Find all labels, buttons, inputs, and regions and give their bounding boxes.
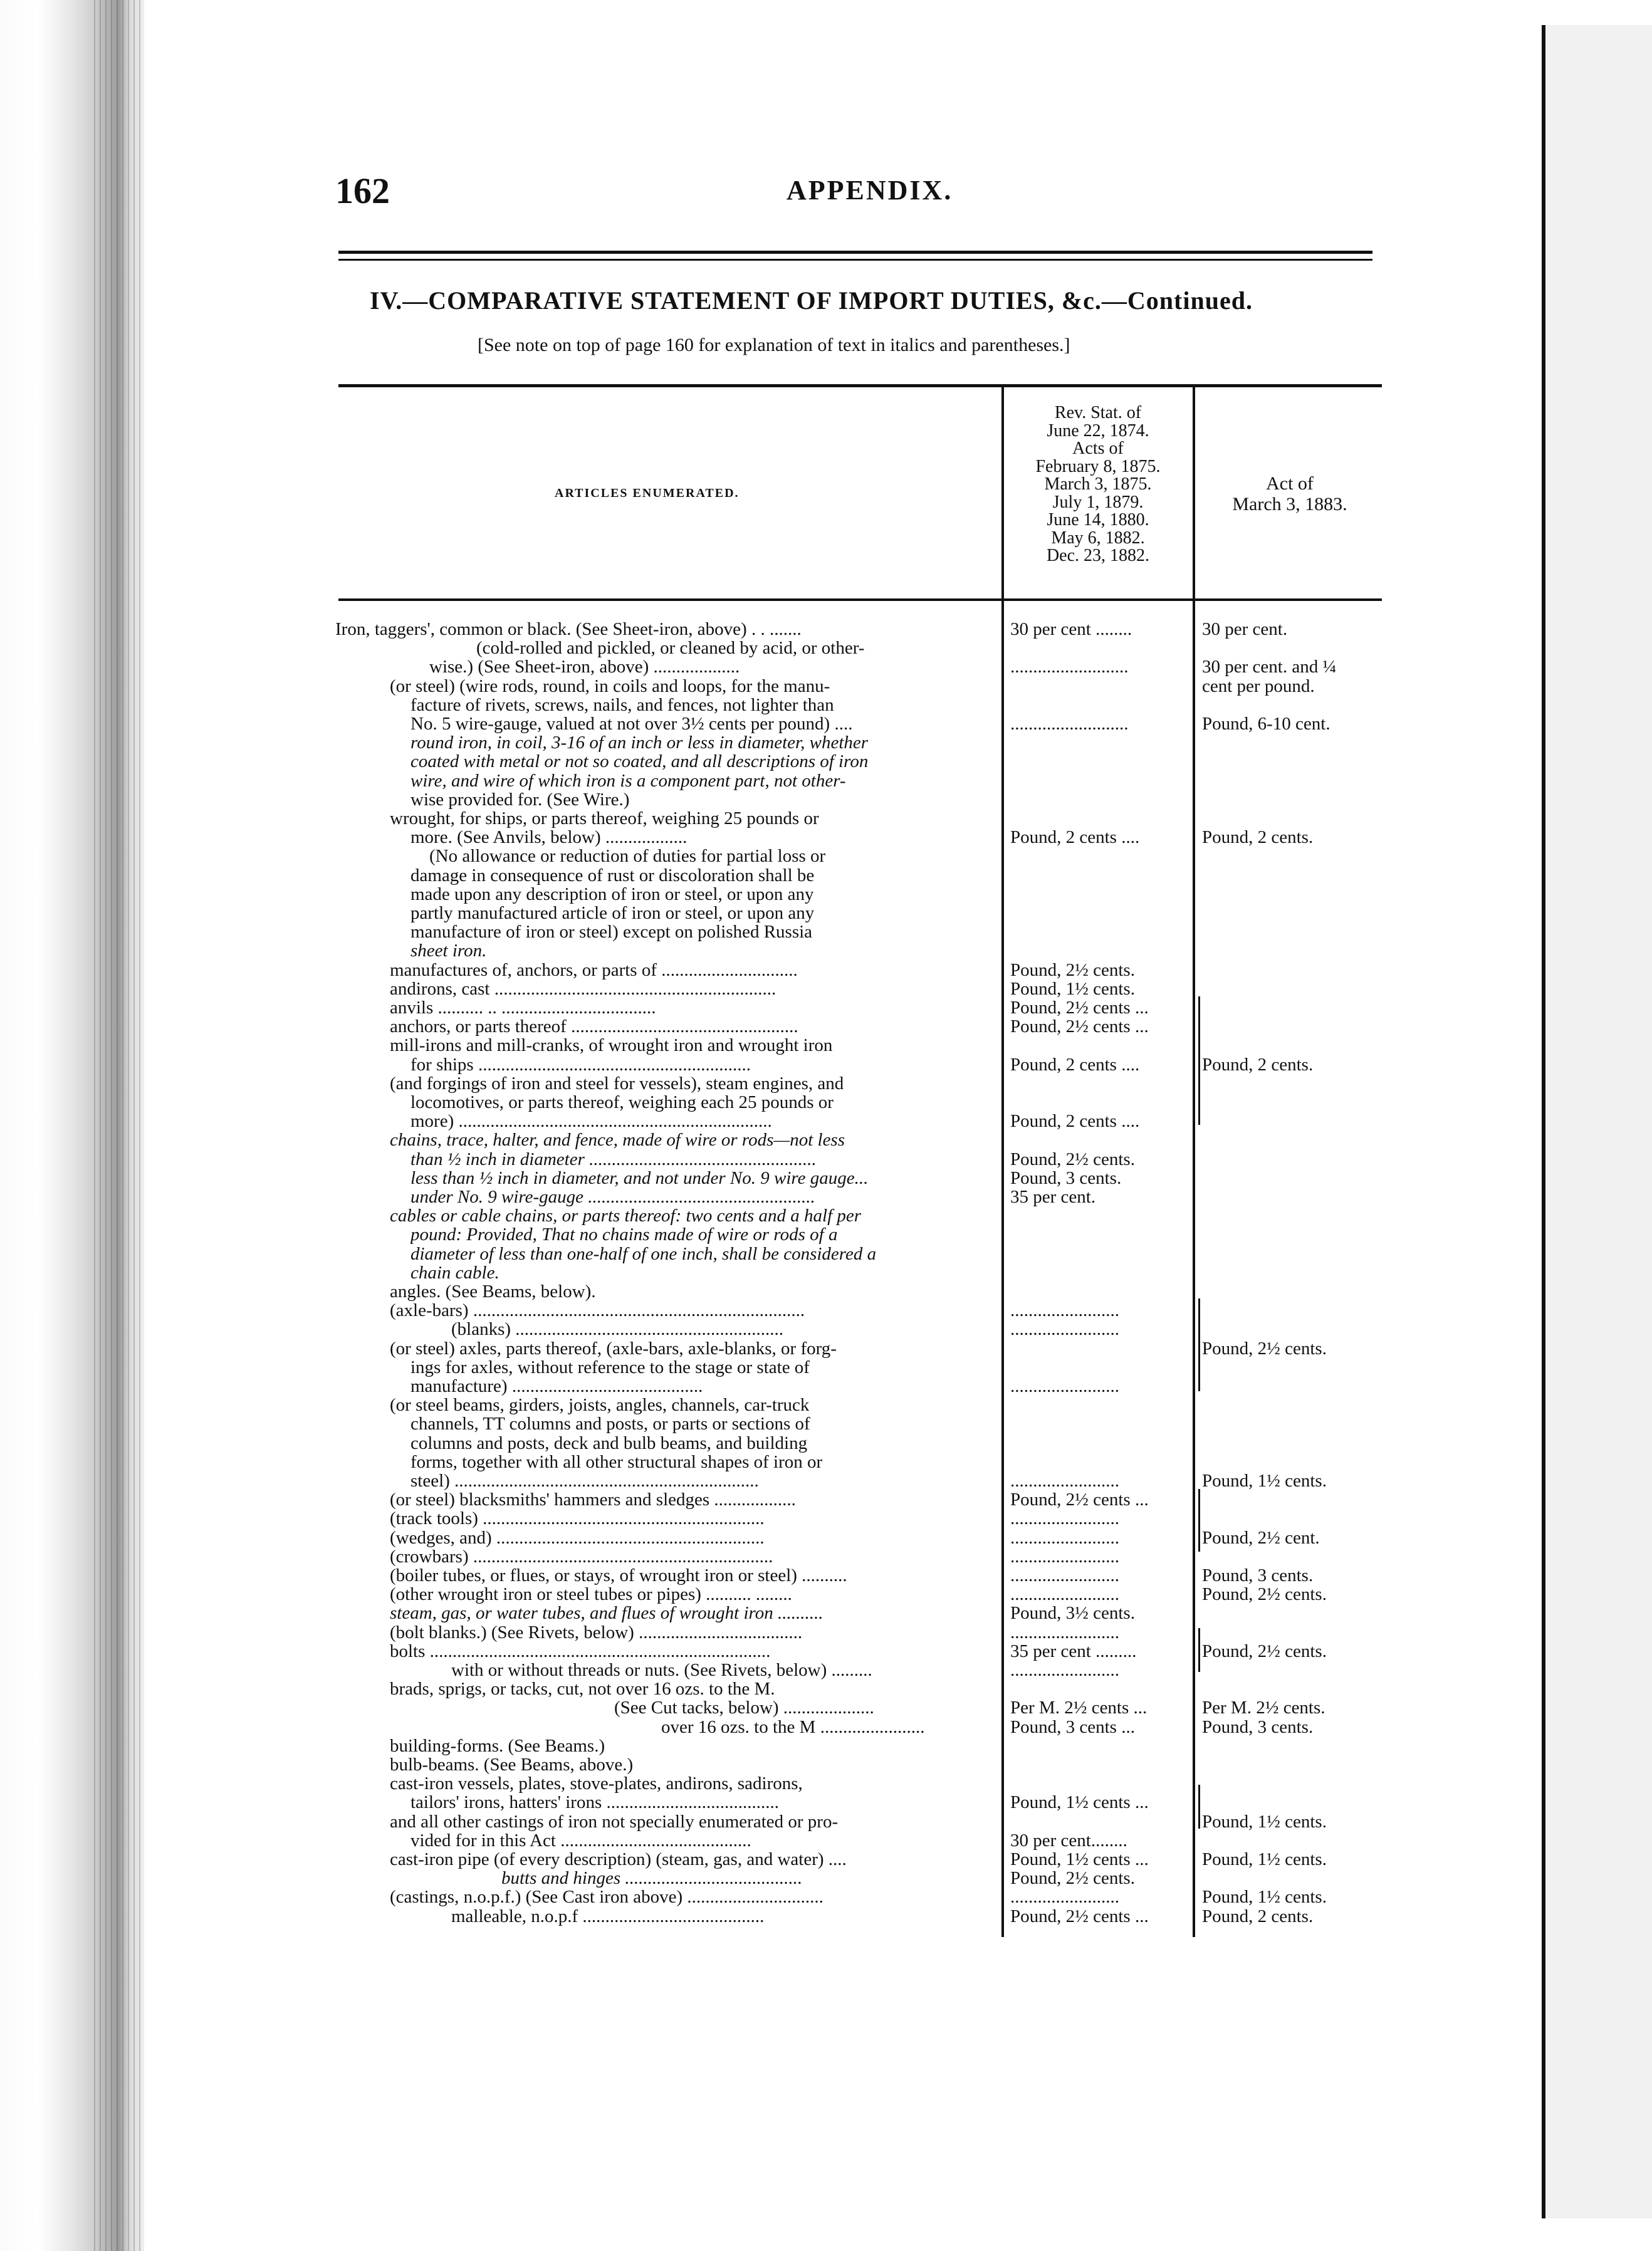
article-line: andirons, cast .............................................................. [390, 980, 776, 998]
old-rate: .......................... [1010, 715, 1129, 733]
new-rate: Pound, 1½ cents. [1202, 1471, 1327, 1491]
article-line: (See Cut tacks, below) .................... [614, 1699, 874, 1717]
article-line: wire, and wire of which iron is a component part, not other- [410, 772, 846, 790]
table-note: [See note on top of page 160 for explanation of text in italics and parentheses.] [478, 335, 1070, 355]
article-line: wise provided for. (See Wire.) [410, 791, 630, 809]
old-rate: ........................ [1010, 1320, 1119, 1339]
column-header-line: March 3, 1883. [1232, 494, 1347, 514]
article-line: partly manufactured article of iron or steel, or upon any [410, 904, 815, 922]
new-rate: Pound, 3 cents. [1202, 1717, 1314, 1737]
article-line: bulb-beams. (See Beams, above.) [390, 1756, 634, 1774]
old-rate: ........................ [1010, 1302, 1119, 1320]
new-rate: Pound, 2 cents. [1202, 1055, 1314, 1075]
brace [1198, 1785, 1200, 1829]
column-header-line: Acts of [1072, 439, 1124, 459]
article-line: manufacture) .......................................... [410, 1377, 703, 1396]
new-rate: Pound, 6-10 cent. [1202, 714, 1330, 734]
table-top-rule [338, 384, 1382, 387]
column-header-line: March 3, 1875. [1044, 474, 1152, 494]
column-header-line: Act of [1266, 473, 1314, 494]
article-line: building-forms. (See Beams.) [390, 1737, 605, 1755]
article-line: locomotives, or parts thereof, weighing each 25 pounds or [410, 1094, 834, 1112]
article-line: (cold-rolled and pickled, or cleaned by acid, or other- [476, 639, 865, 657]
header-rule [338, 251, 1372, 254]
old-rate: Pound, 3 cents ... [1010, 1718, 1135, 1737]
article-line: made upon any description of iron or steel, or upon any [410, 885, 814, 904]
column-header-line: July 1, 1879. [1052, 492, 1144, 512]
old-rate: Pound, 2 cents .... [1010, 1056, 1140, 1074]
article-line: anchors, or parts thereof .................................................. [390, 1018, 798, 1036]
article-line: butts and hinges ....................................... [501, 1869, 803, 1888]
old-rate: Pound, 2½ cents ... [1010, 1491, 1149, 1509]
new-rate: Pound, 2½ cent. [1202, 1528, 1320, 1548]
new-rate: cent per pound. [1202, 676, 1315, 696]
article-line: (bolt blanks.) (See Rivets, below) .................................... [390, 1624, 803, 1642]
old-rate: Pound, 2½ cents. [1010, 1151, 1135, 1169]
article-line: (No allowance or reduction of duties for partial loss or [429, 847, 826, 865]
new-rate: Pound, 1½ cents. [1202, 1887, 1327, 1907]
article-line: (or steel beams, girders, joists, angles, channels, car-truck [390, 1396, 810, 1414]
old-rate: ........................ [1010, 1548, 1119, 1566]
header-rule [338, 259, 1372, 261]
column-header-line: February 8, 1875. [1035, 456, 1161, 476]
column-divider [1193, 384, 1195, 1937]
column-header-line: June 22, 1874. [1047, 420, 1149, 441]
old-rate: Per M. 2½ cents ... [1010, 1699, 1148, 1717]
article-line: round iron, in coil, 3-16 of an inch or less in diameter, whether [410, 734, 869, 752]
old-rate: ........................ [1010, 1510, 1119, 1528]
old-rate: Pound, 2½ cents ... [1010, 999, 1149, 1017]
article-line: No. 5 wire-gauge, valued at not over 3½ cents per pound) .... [410, 715, 853, 733]
article-line: forms, together with all other structural shapes of iron or [410, 1453, 823, 1471]
old-rate: .......................... [1010, 658, 1129, 676]
article-line: Iron, taggers', common or black. (See Sheet-iron, above) . . ....... [335, 620, 802, 639]
new-rate: Pound, 2½ cents. [1202, 1584, 1327, 1604]
brace [1198, 1489, 1200, 1552]
old-rate: Pound, 2½ cents ... [1010, 1908, 1149, 1926]
new-rate: 30 per cent. [1202, 619, 1288, 639]
article-line: ings for axles, without reference to the stage or state of [410, 1359, 810, 1377]
old-rate: ........................ [1010, 1585, 1119, 1604]
new-rate: Pound, 3 cents. [1202, 1565, 1314, 1585]
new-rate: Pound, 2 cents. [1202, 1906, 1314, 1926]
old-rate: Pound, 1½ cents ... [1010, 1851, 1149, 1869]
article-line: brads, sprigs, or tacks, cut, not over 16 ozs. to the M. [390, 1680, 775, 1698]
table-header-rule [338, 598, 1382, 601]
new-rate: 30 per cent. and ¼ [1202, 657, 1337, 677]
article-line: under No. 9 wire-gauge .................................................. [410, 1188, 815, 1206]
article-line: cast-iron pipe (of every description) (steam, gas, and water) .... [390, 1851, 847, 1869]
article-line: damage in consequence of rust or discoloration shall be [410, 867, 815, 885]
article-line: manufacture of iron or steel) except on polished Russia [410, 923, 813, 941]
brace [1198, 1628, 1200, 1672]
article-line: vided for in this Act .......................................... [410, 1832, 751, 1850]
column-header-line: Dec. 23, 1882. [1046, 546, 1150, 566]
old-rate: Pound, 1½ cents ... [1010, 1794, 1149, 1812]
old-rate: Pound, 2½ cents. [1010, 1869, 1135, 1888]
article-line: over 16 ozs. to the M ....................... [661, 1718, 925, 1737]
new-rate: Per M. 2½ cents. [1202, 1698, 1325, 1718]
old-rate: ........................ [1010, 1624, 1119, 1642]
article-line: steam, gas, or water tubes, and flues of wrought iron .......... [390, 1604, 823, 1622]
new-rate: Pound, 2 cents. [1202, 827, 1314, 847]
column-header-articles: ARTICLES ENUMERATED. [555, 486, 740, 500]
article-line: malleable, n.o.p.f ........................................ [451, 1908, 765, 1926]
article-line: (castings, n.o.p.f.) (See Cast iron above) .............................. [390, 1888, 823, 1906]
article-line: wise.) (See Sheet-iron, above) ................... [429, 658, 740, 676]
article-line: bolts ........................................................................... [390, 1643, 771, 1661]
article-line: (and forgings of iron and steel for vessels), steam engines, and [390, 1075, 844, 1093]
article-line: (other wrought iron or steel tubes or pipes) .......... ........ [390, 1585, 792, 1604]
article-line: (or steel) blacksmiths' hammers and sledges .................. [390, 1491, 796, 1509]
article-line: pound: Provided, That no chains made of wire or rods of a [410, 1226, 838, 1244]
old-rate: Pound, 2½ cents. [1010, 961, 1135, 979]
article-line: (crowbars) .................................................................. [390, 1548, 773, 1566]
column-header-line: June 14, 1880. [1047, 510, 1149, 530]
article-line: cables or cable chains, or parts thereof: two cents and a half per [390, 1207, 862, 1225]
article-line: more. (See Anvils, below) .................. [410, 828, 687, 847]
article-line: angles. (See Beams, below). [390, 1283, 596, 1301]
article-line: (blanks) ........................................................... [451, 1320, 784, 1339]
article-line: steel) ................................................................... [410, 1472, 759, 1490]
old-rate: Pound, 2 cents .... [1010, 1112, 1140, 1131]
new-rate: Pound, 2½ cents. [1202, 1641, 1327, 1661]
old-rate: Pound, 3½ cents. [1010, 1604, 1135, 1622]
book-page-stack [94, 0, 144, 2251]
old-rate: 30 per cent........ [1010, 1832, 1127, 1850]
article-line: facture of rivets, screws, nails, and fences, not lighter than [410, 696, 834, 714]
article-line: more) ..................................................................... [410, 1112, 772, 1131]
article-line: (or steel) (wire rods, round, in coils and loops, for the manu- [390, 677, 830, 696]
column-header-old-acts [1004, 404, 1192, 565]
article-line: chain cable. [410, 1264, 499, 1282]
old-rate: 30 per cent ........ [1010, 620, 1132, 639]
article-line: wrought, for ships, or parts thereof, weighing 25 pounds or [390, 810, 819, 828]
article-line: less than ½ inch in diameter, and not under No. 9 wire gauge... [410, 1169, 869, 1188]
old-rate: ........................ [1010, 1529, 1119, 1547]
article-line: with or without threads or nuts. (See Rivets, below) ......... [451, 1661, 872, 1679]
column-header-line: Rev. Stat. of [1054, 403, 1142, 422]
old-rate: ........................ [1010, 1888, 1119, 1906]
old-rate: ........................ [1010, 1661, 1119, 1679]
article-line: mill-irons and mill-cranks, of wrought iron and wrought iron [390, 1037, 833, 1055]
old-rate: ........................ [1010, 1377, 1119, 1396]
table-title: IV.—COMPARATIVE STATEMENT OF IMPORT DUTIES, &c.—Continued. [370, 286, 1253, 315]
old-rate: Pound, 2 cents .... [1010, 828, 1140, 847]
old-rate: ........................ [1010, 1567, 1119, 1585]
old-rate: ........................ [1010, 1472, 1119, 1490]
article-line: sheet iron. [410, 942, 487, 960]
new-rate: Pound, 1½ cents. [1202, 1849, 1327, 1869]
article-line: cast-iron vessels, plates, stove-plates, andirons, sadirons, [390, 1775, 803, 1793]
article-line: coated with metal or not so coated, and all descriptions of iron [410, 753, 869, 771]
article-line: diameter of less than one-half of one inch, shall be considered a [410, 1245, 877, 1263]
article-line: manufactures of, anchors, or parts of .............................. [390, 961, 798, 979]
article-line: tailors' irons, hatters' irons ...................................... [410, 1794, 779, 1812]
column-header-line: May 6, 1882. [1051, 528, 1145, 548]
article-line: columns and posts, deck and bulb beams, and building [410, 1434, 808, 1453]
article-line: and all other castings of iron not specially enumerated or pro- [390, 1813, 839, 1831]
article-line: chains, trace, halter, and fence, made of wire or rods—not less [390, 1131, 845, 1149]
old-rate: Pound, 1½ cents. [1010, 980, 1135, 998]
facing-page [1545, 25, 1652, 2218]
article-line: anvils .......... .. .................................. [390, 999, 656, 1017]
running-head: APPENDIX. [787, 175, 953, 206]
article-line: channels, TT columns and posts, or parts or sections of [410, 1415, 810, 1433]
page-number: 162 [335, 170, 390, 211]
article-line: (track tools) .............................................................. [390, 1510, 765, 1528]
column-header-new-act [1196, 473, 1384, 514]
brace [1198, 996, 1200, 1125]
old-rate: 35 per cent. [1010, 1188, 1096, 1206]
article-line: for ships ............................................................ [410, 1056, 751, 1074]
new-rate: Pound, 1½ cents. [1202, 1812, 1327, 1832]
old-rate: Pound, 2½ cents ... [1010, 1018, 1149, 1036]
column-divider [1001, 384, 1004, 1937]
article-line: (wedges, and) ........................................................... [390, 1529, 765, 1547]
new-rate: Pound, 2½ cents. [1202, 1339, 1327, 1359]
article-line: than ½ inch in diameter .................................................. [410, 1151, 817, 1169]
article-line: (axle-bars) ......................................................................... [390, 1302, 805, 1320]
old-rate: Pound, 3 cents. [1010, 1169, 1122, 1188]
brace [1198, 1298, 1200, 1391]
old-rate: 35 per cent ......... [1010, 1643, 1137, 1661]
article-line: (boiler tubes, or flues, or stays, of wrought iron or steel) .......... [390, 1567, 847, 1585]
article-line: (or steel) axles, parts thereof, (axle-bars, axle-blanks, or forg- [390, 1340, 837, 1358]
